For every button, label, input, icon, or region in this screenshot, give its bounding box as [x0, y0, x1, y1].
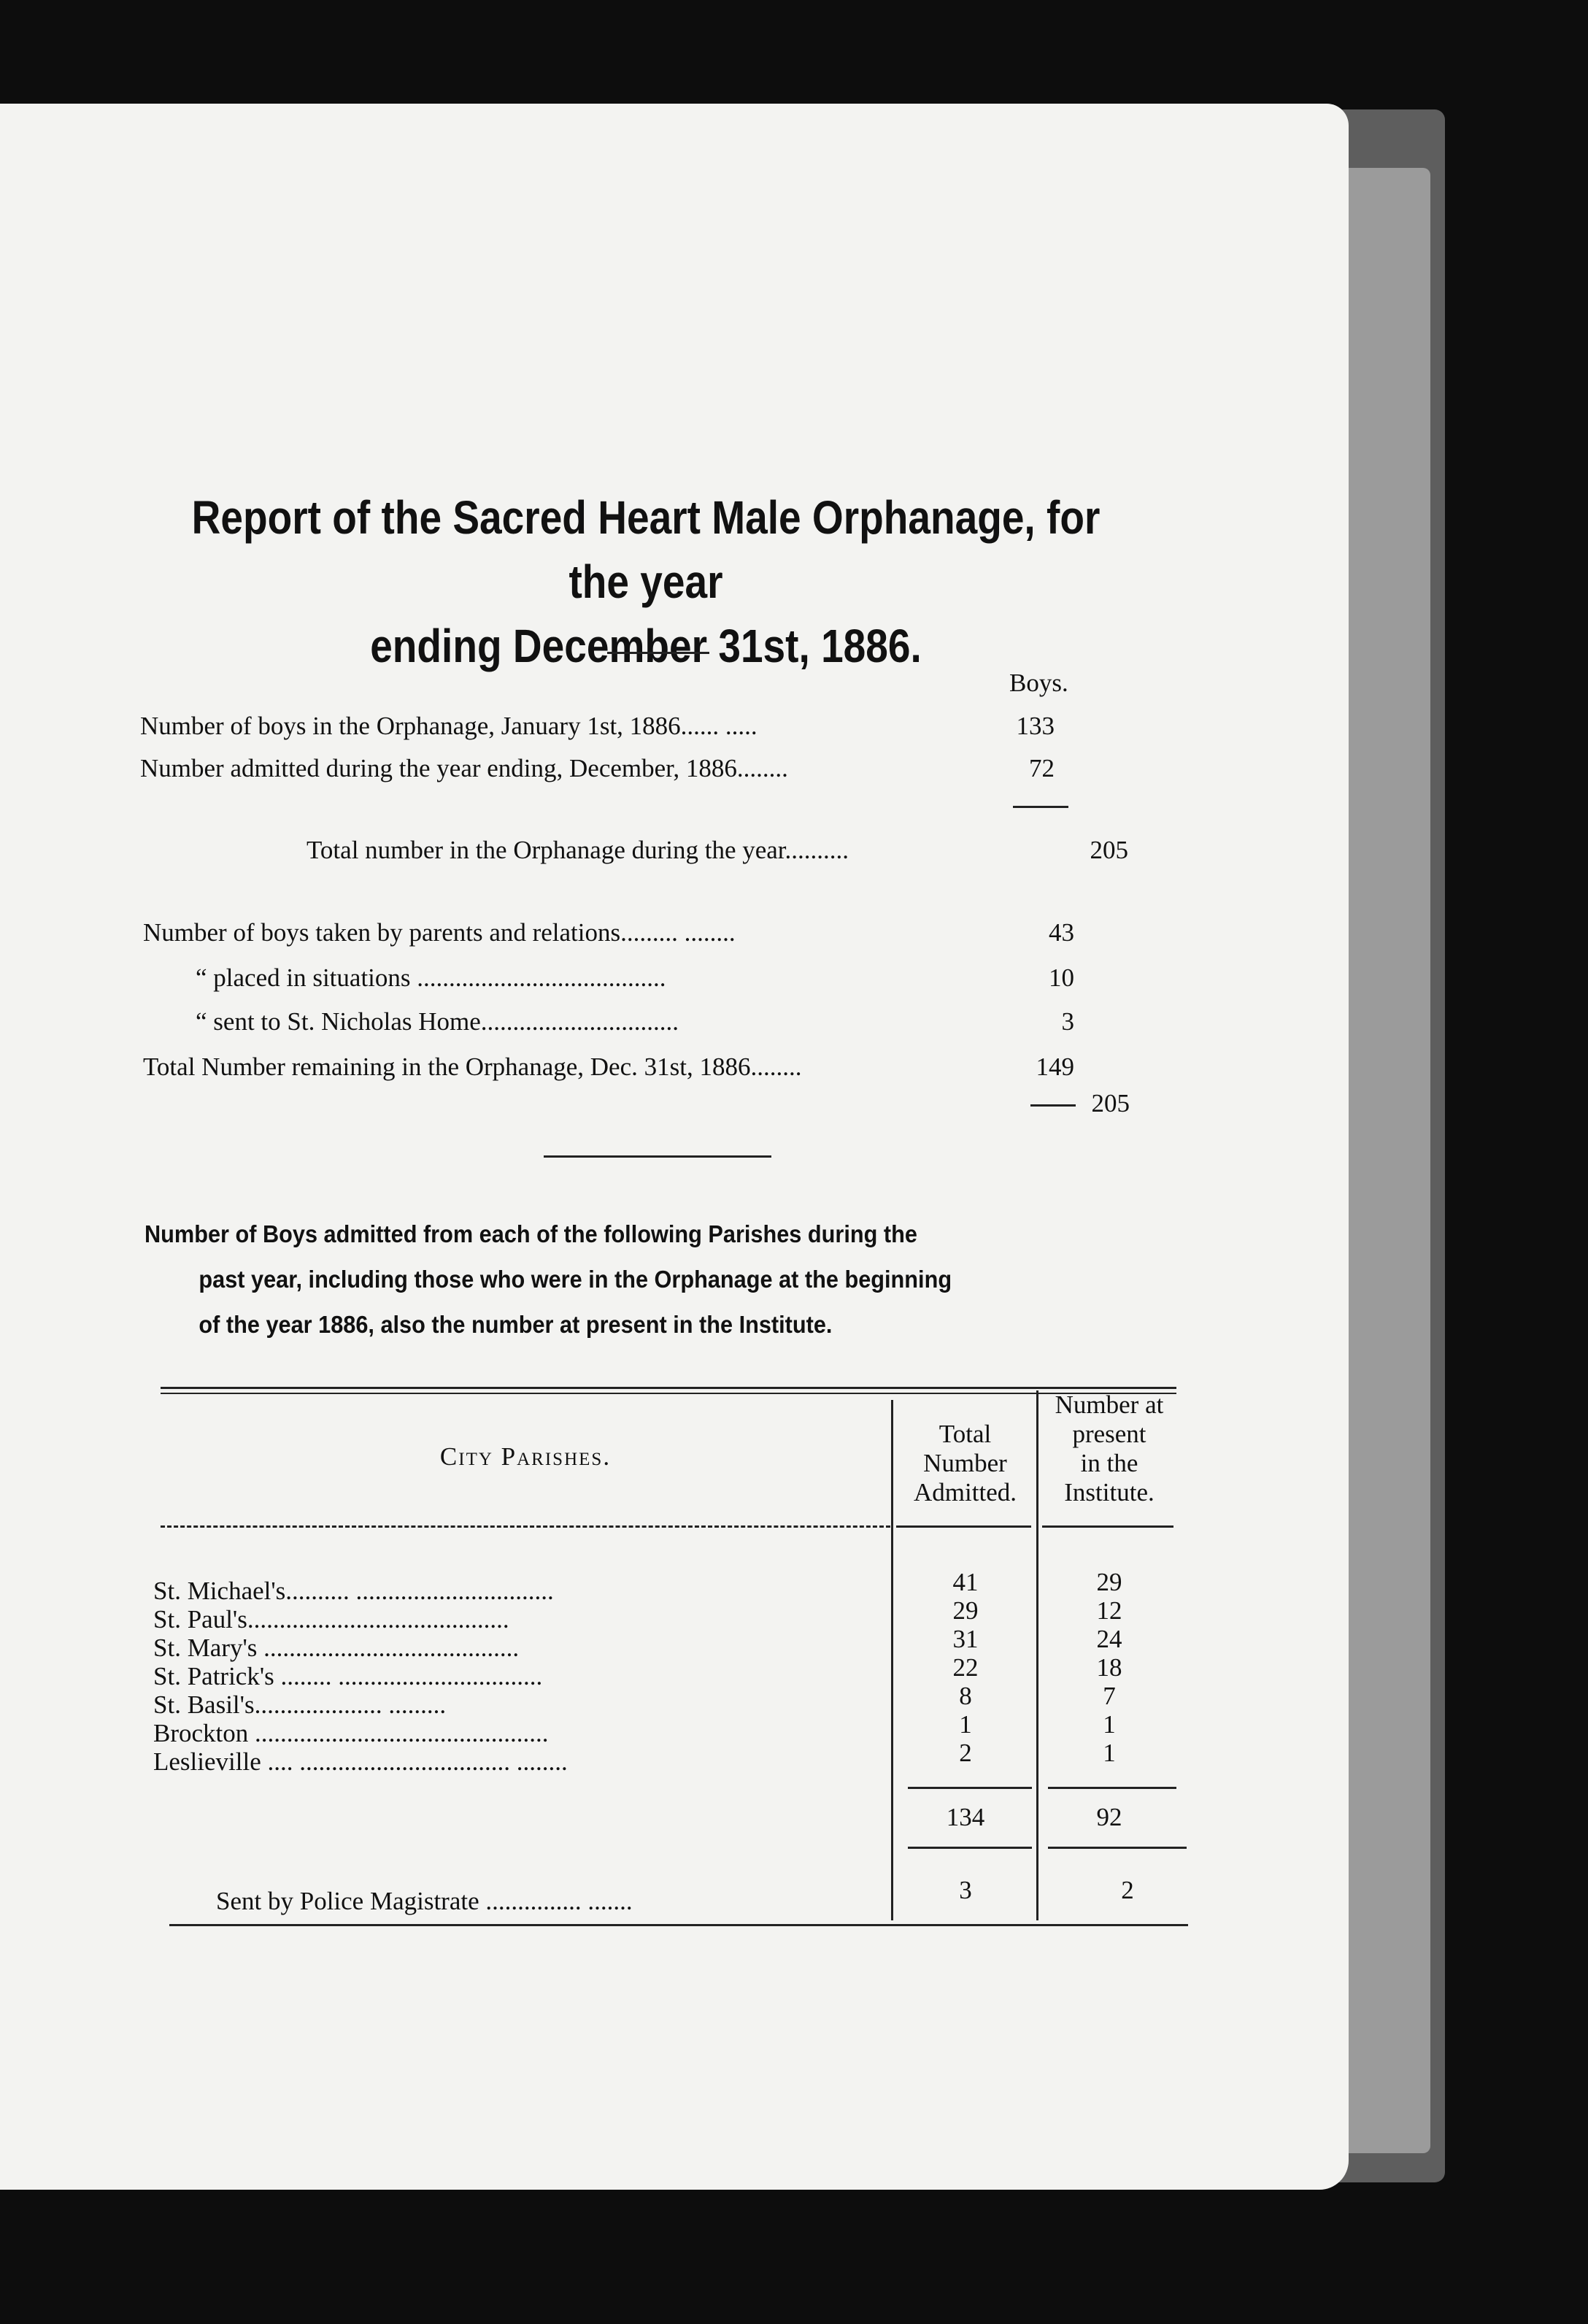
ledger-row-label: Number of boys in the Orphanage, January 1st, 1886...... .....: [140, 712, 758, 740]
section-divider: [544, 1155, 771, 1158]
column-divider: [891, 1400, 893, 1920]
header-line: Total: [938, 1420, 992, 1448]
parishes-intro: [144, 1212, 1109, 1347]
header-line: Number: [923, 1449, 1007, 1477]
boys-column-header: Boys.: [1009, 669, 1068, 697]
final-total-rule: [1030, 1104, 1076, 1107]
intro-line: Number of Boys admitted from each of the following Parishes during the: [144, 1220, 917, 1247]
total-admitted-header: [894, 1420, 1036, 1507]
table-row-parish: St. Michael's.......... ...............................: [153, 1577, 554, 1605]
table-top-rule: [161, 1387, 1176, 1389]
table-cell-present: 1: [1103, 1710, 1116, 1739]
ledger-row-value: 133: [1016, 712, 1055, 740]
table-cell-present: 18: [1096, 1653, 1122, 1682]
table-cell-present: 29: [1096, 1568, 1122, 1596]
ledger-row-value: 72: [1029, 754, 1055, 782]
ledger-row-label: Number admitted during the year ending, December, 1886........: [140, 754, 788, 782]
table-cell-present: 7: [1103, 1682, 1116, 1710]
report-title: [185, 485, 1107, 678]
table-cell-admitted: 29: [952, 1596, 979, 1625]
header-line: Number at: [1055, 1390, 1164, 1419]
table-cell-admitted: 8: [959, 1682, 972, 1710]
totals-rule: [1048, 1787, 1176, 1789]
table-cell-admitted: 31: [952, 1625, 979, 1653]
header-bottom-rule: [1042, 1525, 1173, 1528]
ledger-total-value: 205: [1090, 836, 1128, 864]
table-row-parish: St. Basil's.................... .........: [153, 1690, 447, 1719]
table-row-parish: St. Patrick's ........ ................................: [153, 1662, 543, 1690]
disposition-row-label: Total Number remaining in the Orphanage, Dec. 31st, 1886........: [143, 1053, 802, 1081]
totals-bottom-rule: [908, 1847, 1032, 1849]
police-present: 2: [1121, 1876, 1134, 1904]
header-line: present: [1072, 1420, 1146, 1448]
table-cell-admitted: 1: [959, 1710, 972, 1739]
total-present: 92: [1096, 1803, 1122, 1831]
totals-bottom-rule: [1048, 1847, 1187, 1849]
police-magistrate-label: Sent by Police Magistrate ............... .......: [216, 1887, 633, 1915]
totals-rule: [908, 1787, 1032, 1789]
intro-line: of the year 1886, also the number at present in the Institute.: [198, 1311, 833, 1338]
column-divider: [1036, 1390, 1038, 1920]
disposition-row-value: 149: [1036, 1053, 1074, 1081]
ledger-total-label: Total number in the Orphanage during the year..........: [307, 836, 849, 864]
table-row-parish: St. Mary's ........................................: [153, 1634, 520, 1662]
disposition-row-label: Number of boys taken by parents and relations......... ........: [143, 918, 736, 947]
table-cell-present: 12: [1096, 1596, 1122, 1625]
header-line: Admitted.: [914, 1478, 1017, 1507]
table-cell-present: 1: [1103, 1739, 1116, 1767]
table-row-parish: St. Paul's.........................................: [153, 1605, 509, 1634]
header-line: in the: [1080, 1449, 1138, 1477]
table-cell-admitted: 41: [952, 1568, 979, 1596]
final-total-value: 205: [1091, 1089, 1130, 1117]
table-row-parish: Brockton ..............................................: [153, 1719, 549, 1747]
title-line-1: Report of the Sacred Heart Male Orphanage, for the year: [191, 491, 1101, 608]
table-bottom-rule: [169, 1924, 1188, 1926]
header-line: Institute.: [1064, 1478, 1155, 1507]
table-cell-admitted: 22: [952, 1653, 979, 1682]
subtotal-rule: [1013, 806, 1068, 808]
header-bottom-rule: [161, 1525, 890, 1528]
title-divider: [607, 652, 709, 654]
intro-line: past year, including those who were in the Orphanage at the beginning: [198, 1266, 952, 1293]
total-admitted: 134: [946, 1803, 985, 1831]
disposition-row-value: 10: [1049, 963, 1074, 992]
disposition-row-value: 43: [1049, 918, 1074, 947]
title-line-2: ending December 31st, 1886.: [370, 620, 922, 672]
disposition-row-label: “ sent to St. Nicholas Home...............................: [196, 1007, 679, 1036]
table-cell-admitted: 2: [959, 1739, 972, 1767]
table-top-rule-inner: [161, 1393, 1176, 1394]
police-admitted: 3: [959, 1876, 972, 1904]
city-parishes-header: City Parishes.: [439, 1442, 612, 1471]
disposition-row-label: “ placed in situations .......................................: [196, 963, 666, 992]
header-bottom-rule: [896, 1525, 1031, 1528]
table-cell-present: 24: [1096, 1625, 1122, 1653]
present-in-institute-header: [1039, 1390, 1179, 1507]
table-row-parish: Leslieville .... ................................. ........: [153, 1747, 568, 1776]
disposition-row-value: 3: [1061, 1007, 1074, 1036]
